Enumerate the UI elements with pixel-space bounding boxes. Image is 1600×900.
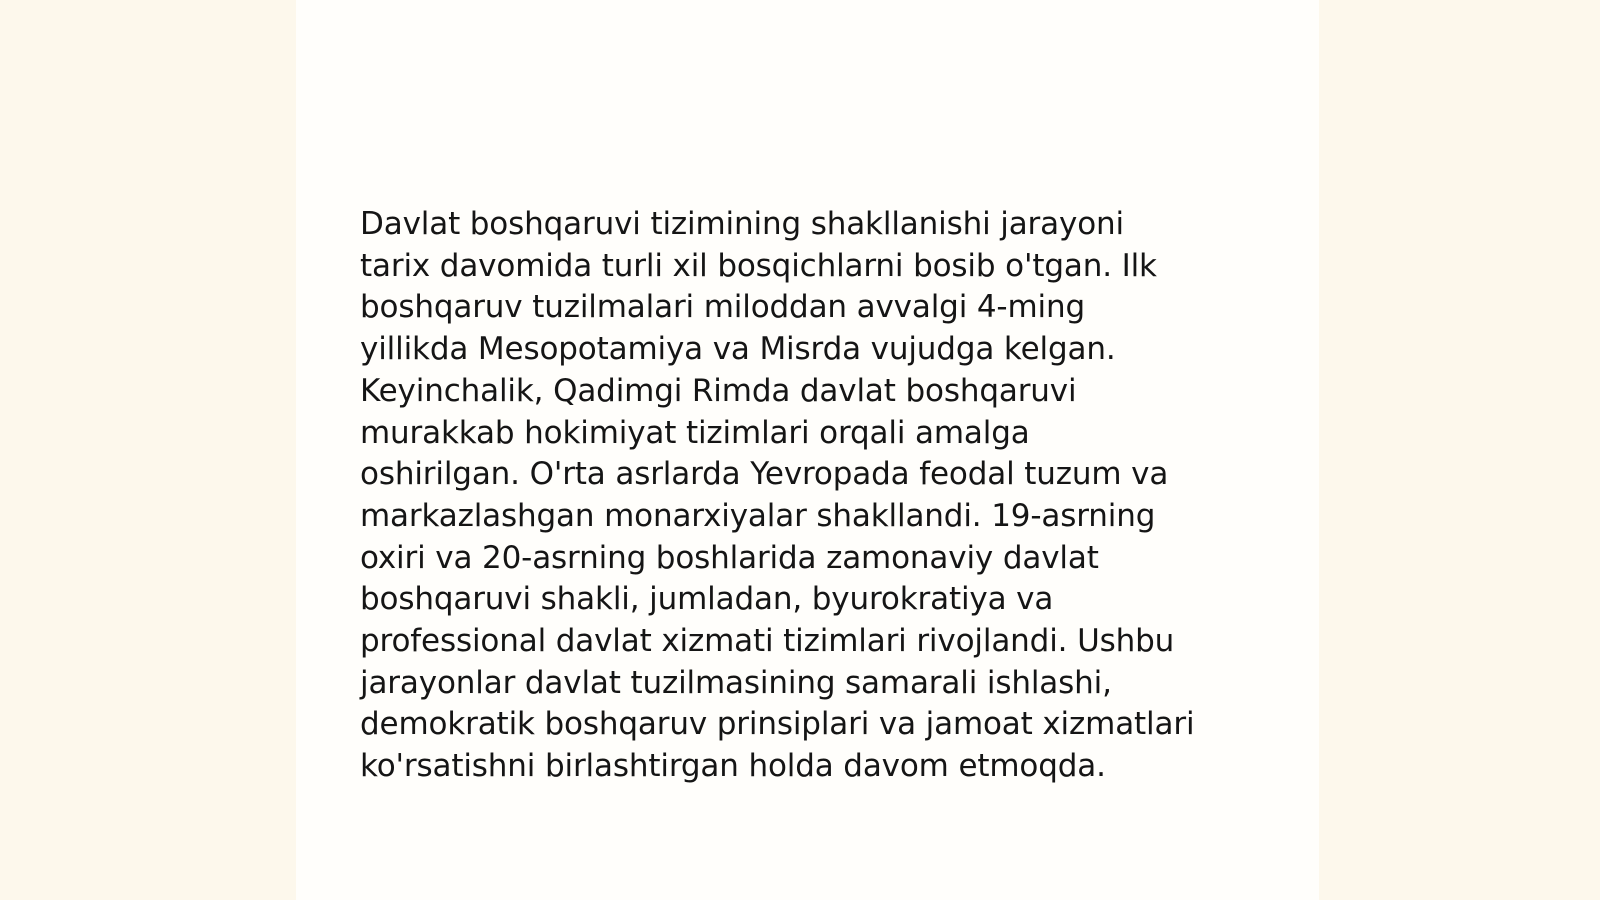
document-page: [296, 0, 1319, 900]
body-paragraph: Davlat boshqaruvi tizimining shakllanishi jarayoni tarix davomida turli xil bosqichlarni bosib o'tgan. Ilk boshqaruv tuzilmalari miloddan avvalgi 4-ming yillikda Mesopotamiya va Misrda vujudga kelgan. Keyinchalik, Qadimgi Rimda davlat boshqaruvi murakkab hokimiyat tizimlari orqali amalga oshirilgan. O'rta asrlarda Yevropada feodal tuzum va markazlashgan monarxiyalar shakllandi. 19-asrning oxiri va 20-asrning boshlarida zamonaviy davlat boshqaruvi shakli, jumladan, byurokratiya va professional davlat xizmati tizimlari rivojlandi. Ushbu jarayonlar davlat tuzilmasining samarali ishlashi, demokratik boshqaruv prinsiplari va jamoat xizmatlari ko'rsatishni birlashtirgan holda davom etmoqda.: [360, 206, 1195, 785]
